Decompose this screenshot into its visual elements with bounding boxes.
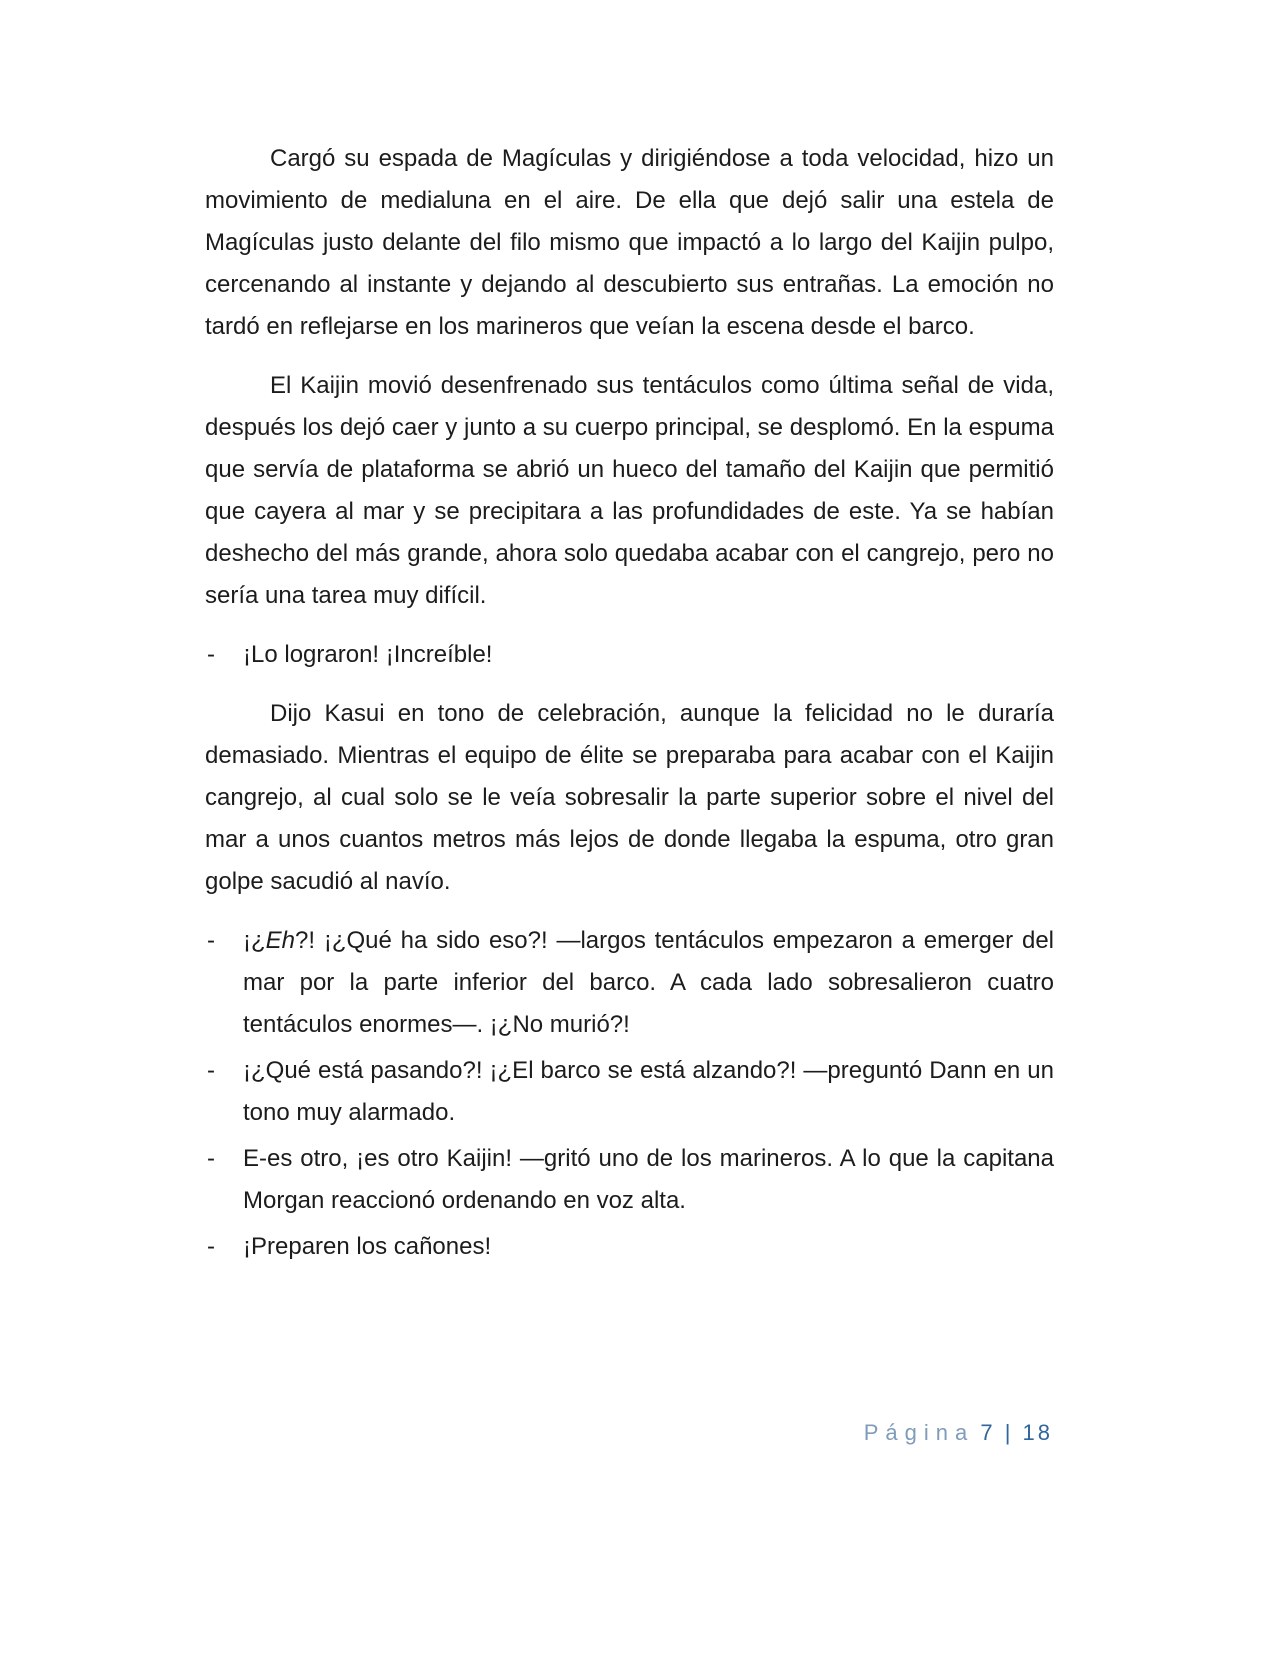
dialogue-line-1 xyxy=(205,634,1054,676)
footer-page-number: 7 | 18 xyxy=(980,1420,1053,1445)
paragraph-3: Dijo Kasui en tono de celebración, aunque la felicidad no le duraría demasiado. Mientras el equipo de élite se preparaba para acabar con el Kaijin cangrejo, al cual solo se le veía sobresalir la parte superior sobre el nivel del mar a unos cuantos metros más lejos de donde llegaba la espuma, otro gran golpe sacudió al navío. xyxy=(205,700,1054,895)
dialogue-text-part: ?! ¡¿Qué ha sido eso?! —largos tentáculos empezaron a emerger del mar por la parte inferior del barco. A cada lado sobresalieron cuatro tentáculos enormes—. ¡¿No murió?! xyxy=(243,927,1054,1038)
dialogue-line-4 xyxy=(205,1138,1054,1222)
dialogue-line-5 xyxy=(205,1226,1054,1268)
dialogue-line-3 xyxy=(205,1050,1054,1134)
dash-marker: - xyxy=(207,641,215,668)
dialogue-text xyxy=(243,927,1054,1038)
dialogue-text: ¡¿Qué está pasando?! ¡¿El barco se está alzando?! —preguntó Dann en un tono muy alarmado. xyxy=(243,1057,1054,1126)
dash-marker: - xyxy=(207,927,215,954)
page-footer xyxy=(864,1420,1053,1446)
page-content xyxy=(205,138,1054,1268)
dialogue-text: ¡Lo lograron! ¡Increíble! xyxy=(243,641,493,668)
footer-page-label: Página xyxy=(863,1420,975,1445)
dialogue-text: E-es otro, ¡es otro Kaijin! —gritó uno de los marineros. A lo que la capitana Morgan reaccionó ordenando en voz alta. xyxy=(243,1145,1054,1214)
dash-marker: - xyxy=(207,1145,215,1172)
dash-marker: - xyxy=(207,1057,215,1084)
dialogue-italic-word: Eh xyxy=(265,927,296,954)
dialogue-text-part: ¡¿ xyxy=(243,927,266,954)
dialogue-line-2 xyxy=(205,920,1054,1046)
paragraph-2: El Kaijin movió desenfrenado sus tentáculos como última señal de vida, después los dejó caer y junto a su cuerpo principal, se desplomó. En la espuma que servía de plataforma se abrió un hueco del tamaño del Kaijin que permitió que cayera al mar y se precipitara a las profundidades de este. Ya se habían deshecho del más grande, ahora solo quedaba acabar con el cangrejo, pero no sería una tarea muy difícil. xyxy=(205,372,1054,609)
dash-marker: - xyxy=(207,1233,215,1260)
paragraph-1: Cargó su espada de Magículas y dirigiéndose a toda velocidad, hizo un movimiento de medialuna en el aire. De ella que dejó salir una estela de Magículas justo delante del filo mismo que impactó a lo largo del Kaijin pulpo, cercenando al instante y dejando al descubierto sus entrañas. La emoción no tardó en reflejarse en los marineros que veían la escena desde el barco. xyxy=(205,145,1054,340)
dialogue-text: ¡Preparen los cañones! xyxy=(243,1233,492,1260)
